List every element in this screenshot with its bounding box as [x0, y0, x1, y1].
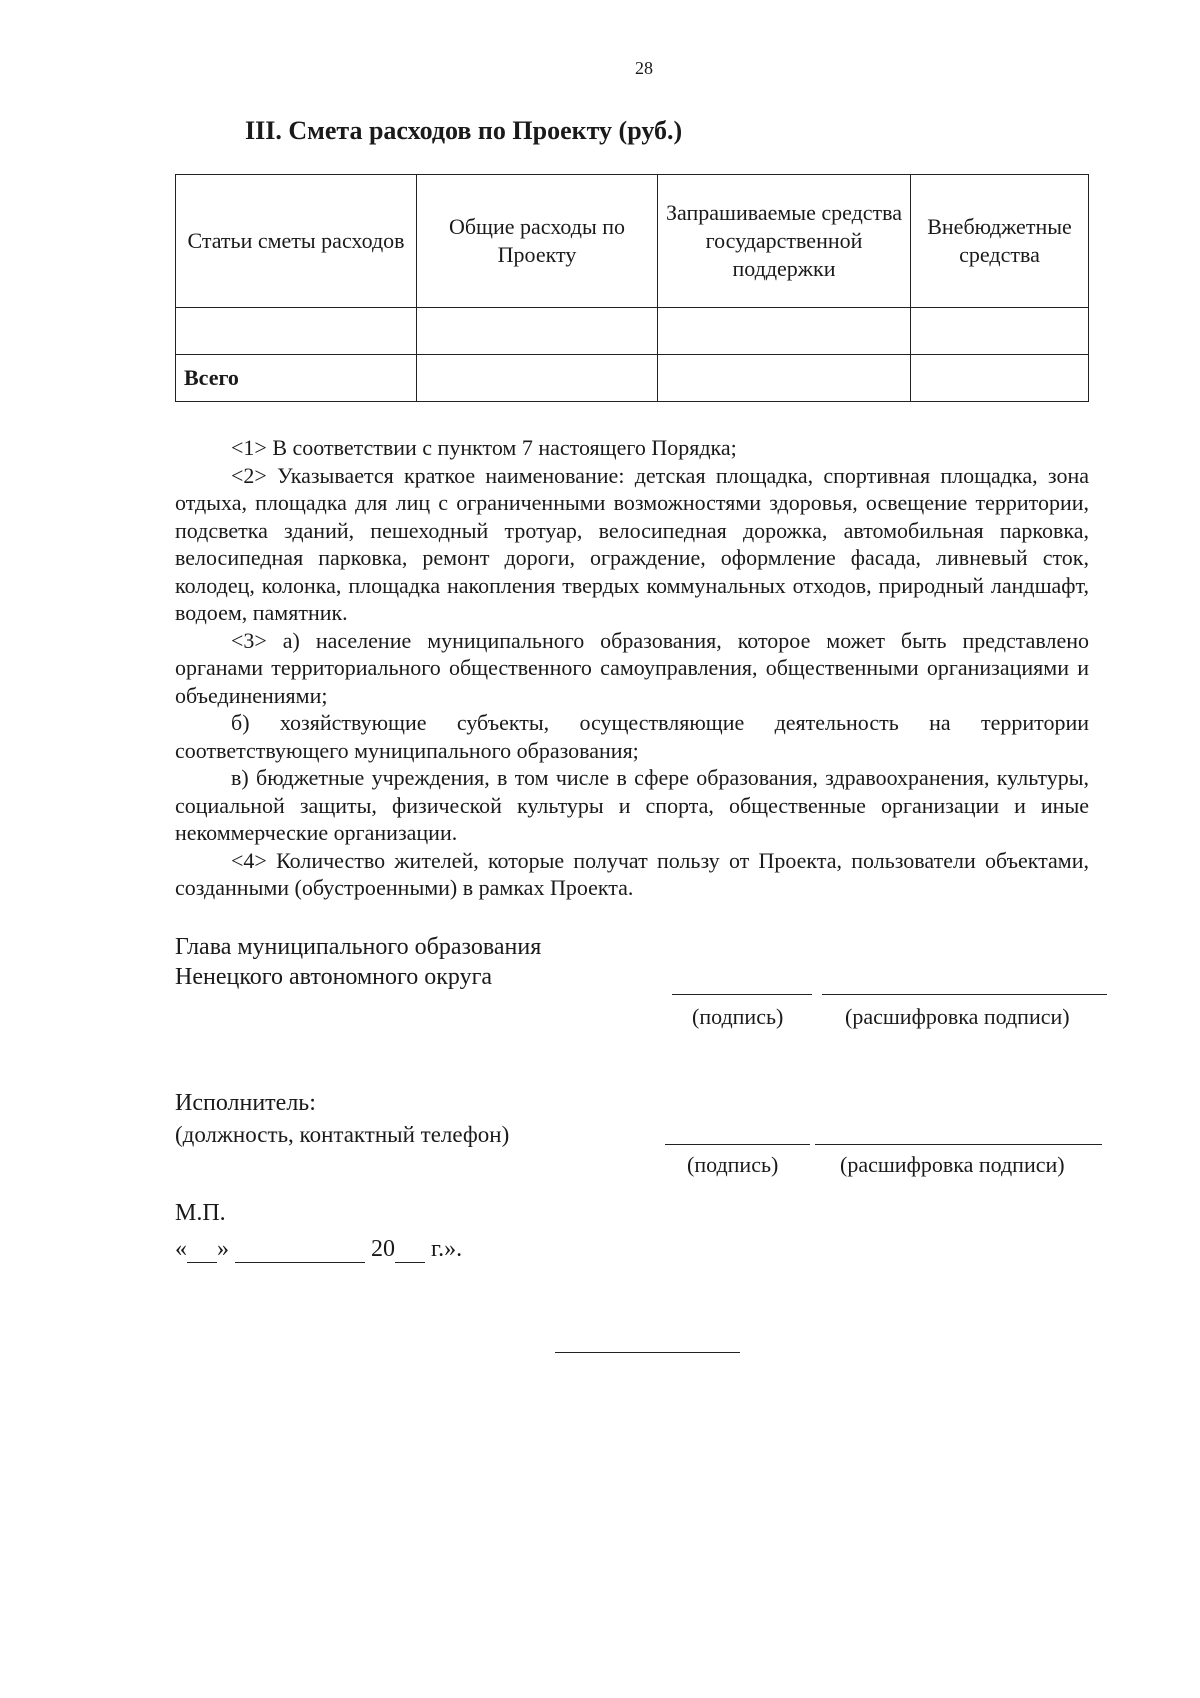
date-suffix: г.».	[431, 1236, 463, 1262]
table-row	[176, 308, 1089, 355]
table-header-row	[176, 175, 1089, 308]
date-year-prefix: 20	[371, 1236, 395, 1262]
table-cell	[658, 308, 911, 355]
table-cell	[417, 308, 658, 355]
date-day-blank	[187, 1238, 217, 1263]
executor-sign-line	[665, 1144, 810, 1145]
end-divider	[555, 1352, 740, 1353]
date-month-blank	[235, 1238, 365, 1263]
footnote-3c: в) бюджетные учреждения, в том числе в сфере образования, здравоохранения, культуры, социальной защиты, физической культуры и спорта, общественные организации и иные некоммерческие организации.	[175, 765, 1089, 845]
section-title: III. Смета расходов по Проекту (руб.)	[245, 116, 683, 145]
head-sign-caption: (подпись)	[692, 1004, 784, 1029]
table-cell	[911, 308, 1089, 355]
head-sign-line	[672, 994, 812, 995]
footnote-3a: <3> а) население муниципального образования, которое может быть представлено органами территориального общественного самоуправления, общественными организациями и объединениями;	[175, 627, 1089, 708]
date-field	[175, 1236, 462, 1263]
table-cell	[176, 308, 417, 355]
executor-decode-caption: (расшифровка подписи)	[840, 1152, 1065, 1177]
header-cell-requested-support: Запрашиваемые средства государственной поддержки	[658, 175, 911, 308]
executor-sign-caption: (подпись)	[687, 1152, 779, 1177]
table-total-row	[176, 355, 1089, 402]
executor-title: Исполнитель:	[175, 1090, 316, 1116]
page-number: 28	[635, 58, 653, 78]
footnote-4: <4> Количество жителей, которые получат пользу от Проекта, пользователи объектами, созданными (обустроенными) в рамках Проекта.	[175, 847, 1089, 900]
header-cell-extrabudgetary: Внебюджетные средства	[911, 175, 1089, 308]
executor-details: (должность, контактный телефон)	[175, 1122, 510, 1147]
head-decode-caption: (расшифровка подписи)	[845, 1004, 1070, 1029]
header-cell-items: Статьи сметы расходов	[176, 175, 417, 308]
head-decode-line	[822, 994, 1107, 995]
head-line-2: Ненецкого автономного округа	[175, 964, 493, 990]
footnote-1: <1> В соответствии с пунктом 7 настоящего Порядка;	[231, 435, 737, 460]
estimate-table	[175, 174, 1089, 402]
footnote-3b: б) хозяйствующие субъекты, осуществляющие деятельность на территории соответствующего муниципального образования;	[175, 710, 1089, 763]
table-cell	[911, 355, 1089, 402]
table-cell	[417, 355, 658, 402]
date-open-quote: «	[175, 1236, 187, 1262]
footnote-2: <2> Указывается краткое наименование: детская площадка, спортивная площадка, зона отдыха, площадка для лиц с ограниченными возможностями здоровья, освещение территории, подсветка зданий, пешеходный тротуар, велосипедная дорожка, автомобильная парковка, велосипедная парковка, ремонт дороги, ограждение, оформление фасада, ливневый сток, колодец, колонка, площадка накопления твердых коммунальных отходов, природный ландшафт, водоем, памятник.	[175, 462, 1089, 625]
footnotes	[175, 434, 1089, 902]
head-signatory	[175, 932, 541, 992]
date-year-blank	[395, 1238, 425, 1263]
table-cell	[658, 355, 911, 402]
header-cell-total-costs: Общие расходы по Проекту	[417, 175, 658, 308]
date-close-quote: »	[217, 1236, 229, 1262]
stamp-placeholder: М.П.	[175, 1200, 226, 1226]
head-line-1: Глава муниципального образования	[175, 934, 542, 960]
total-label: Всего	[176, 355, 417, 402]
executor-decode-line	[815, 1144, 1102, 1145]
